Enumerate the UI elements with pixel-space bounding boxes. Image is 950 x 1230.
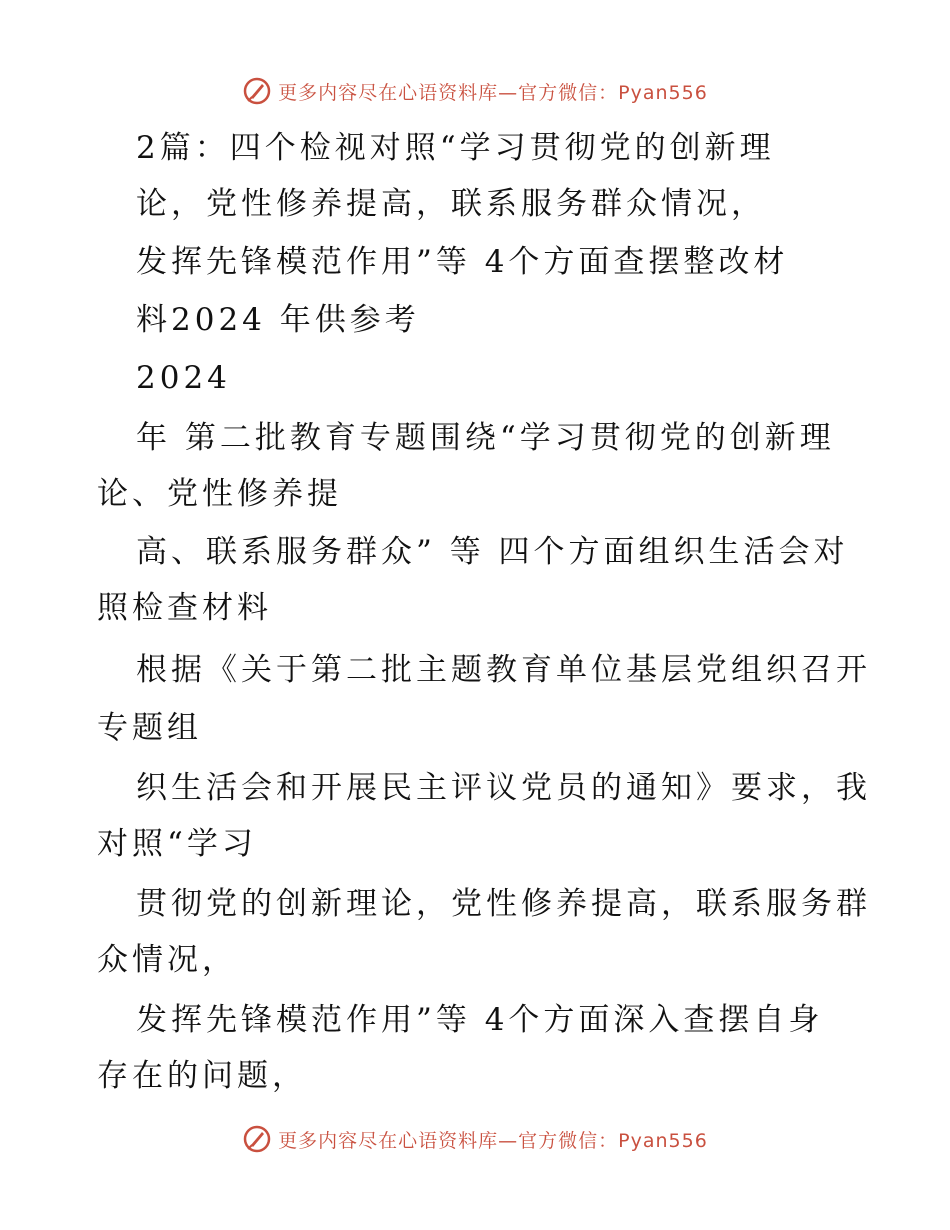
doc-line: 论、党性修养提 bbox=[97, 476, 342, 512]
page-footer-watermark bbox=[0, 1119, 950, 1159]
doc-line: 织生活会和开展民主评议党员的通知》要求，我 bbox=[136, 770, 871, 806]
doc-line: 对照“学习 bbox=[97, 826, 257, 862]
header-watermark-text: 更多内容尽在心语资料库—官方微信：Pyan556 bbox=[278, 81, 708, 104]
doc-line: 众情况， bbox=[97, 942, 237, 978]
doc-line: 2篇：四个检视对照“学习贯彻党的创新理 bbox=[136, 130, 775, 166]
doc-line: 存在的问题， bbox=[97, 1058, 307, 1094]
doc-line: 根据《关于第二批主题教育单位基层党组织召开 bbox=[136, 652, 871, 688]
doc-line: 专题组 bbox=[97, 710, 202, 746]
quill-logo-icon bbox=[242, 1124, 272, 1154]
doc-line: 年 第二批教育专题围绕“学习贯彻党的创新理 bbox=[136, 420, 835, 456]
doc-line: 论，党性修养提高，联系服务群众情况， bbox=[136, 186, 766, 222]
doc-line: 贯彻党的创新理论，党性修养提高，联系服务群 bbox=[136, 886, 871, 922]
doc-line: 发挥先锋模范作用”等 4个方面查摆整改材 bbox=[136, 244, 789, 280]
quill-logo-icon bbox=[242, 76, 272, 106]
doc-line: 2024 bbox=[136, 360, 231, 396]
doc-line: 料2024 年供参考 bbox=[136, 302, 420, 338]
doc-line: 高、联系服务群众” 等 四个方面组织生活会对 bbox=[136, 534, 849, 570]
page-header-watermark bbox=[0, 71, 950, 111]
doc-line: 发挥先锋模范作用”等 4个方面深入查摆自身 bbox=[136, 1002, 824, 1038]
footer-watermark-text: 更多内容尽在心语资料库—官方微信：Pyan556 bbox=[278, 1129, 708, 1152]
doc-line: 照检查材料 bbox=[97, 590, 272, 626]
